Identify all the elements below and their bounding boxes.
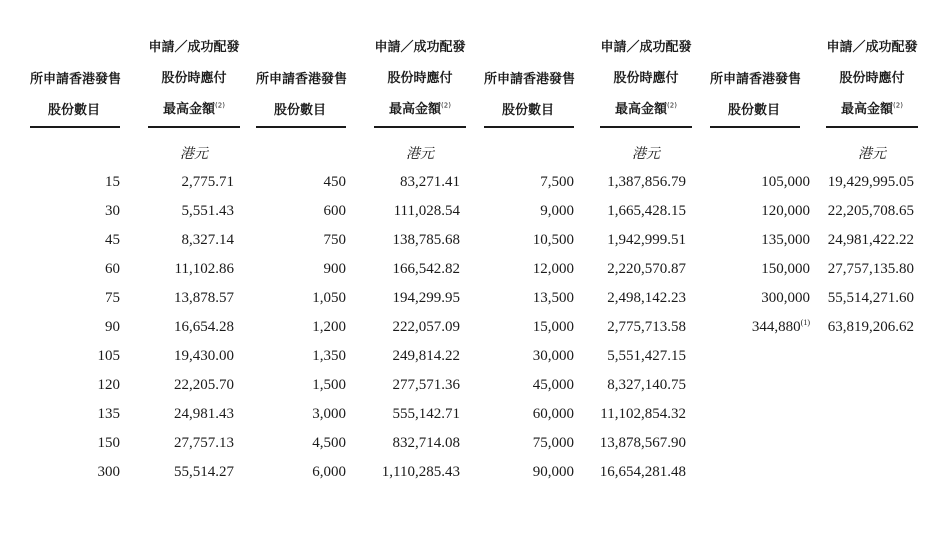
shares-header-line: 所申請香港發售	[30, 72, 122, 87]
amount-cell: 8,327,140.75	[607, 377, 686, 393]
header-rule	[256, 126, 346, 128]
shares-header	[484, 72, 576, 118]
shares-header	[710, 72, 802, 118]
shares-column	[710, 172, 810, 346]
amount-cell: 55,514.27	[174, 464, 234, 480]
shares-cell: 135,000	[761, 232, 810, 248]
header-rule	[600, 126, 692, 128]
shares-cell: 60,000	[532, 406, 574, 422]
shares-cell: 7,500	[540, 174, 574, 190]
amount-column	[580, 172, 686, 491]
amount-cell: 24,981.43	[174, 406, 234, 422]
amount-cell: 55,514,271.60	[827, 290, 914, 306]
shares-cell: 60	[105, 261, 120, 277]
amount-cell: 1,110,285.43	[381, 464, 460, 480]
amount-header	[597, 40, 695, 117]
shares-cell: 12,000	[532, 261, 574, 277]
currency-unit: 港元	[858, 146, 886, 162]
amount-header-line: 申請／成功配發	[374, 40, 466, 55]
shares-cell: 105,000	[761, 174, 810, 190]
amount-cell: 27,757.13	[174, 435, 234, 451]
shares-cell: 1,200	[312, 319, 346, 335]
shares-cell: 300	[97, 464, 120, 480]
shares-header	[30, 72, 122, 118]
shares-cell: 120,000	[761, 203, 810, 219]
shares-header	[256, 72, 348, 118]
shares-header-line: 所申請香港發售	[710, 72, 802, 87]
shares-cell: 3,000	[312, 406, 346, 422]
amount-cell: 63,819,206.62	[827, 319, 914, 335]
amount-cell: 1,942,999.51	[607, 232, 686, 248]
shares-cell: 1,050	[312, 290, 346, 306]
header-rule	[710, 126, 800, 128]
header-rule	[30, 126, 120, 128]
amount-cell: 8,327.14	[181, 232, 234, 248]
shares-cell: 900	[323, 261, 346, 277]
shares-header-line: 股份數目	[727, 103, 780, 118]
amount-cell: 194,299.95	[392, 290, 460, 306]
shares-cell: 45	[105, 232, 120, 248]
header-rule	[484, 126, 574, 128]
amount-header-line: 申請／成功配發	[600, 40, 692, 55]
shares-cell: 150	[97, 435, 120, 451]
amount-cell: 2,220,570.87	[607, 261, 686, 277]
shares-column	[30, 172, 120, 491]
amount-cell: 16,654,281.48	[599, 464, 686, 480]
amount-header	[823, 40, 921, 117]
footnote-marker: (2)	[667, 101, 677, 110]
amount-header-line: 最高金額	[389, 102, 442, 117]
shares-header-line: 所申請香港發售	[256, 72, 348, 87]
shares-cell: 450	[323, 174, 346, 190]
amount-cell: 2,775,713.58	[607, 319, 686, 335]
amount-cell: 111,028.54	[393, 203, 460, 219]
shares-cell: 30,000	[532, 348, 574, 364]
shares-cell: 90	[105, 319, 120, 335]
amount-cell: 5,551,427.15	[607, 348, 686, 364]
amount-cell: 166,542.82	[392, 261, 460, 277]
shares-value: 344,880	[751, 319, 801, 335]
shares-cell: 75,000	[532, 435, 574, 451]
amount-cell: 277,571.36	[392, 377, 460, 393]
amount-cell: 138,785.68	[392, 232, 460, 248]
shares-cell: 15,000	[532, 319, 574, 335]
shares-cell: 45,000	[532, 377, 574, 393]
amount-column	[810, 172, 914, 346]
amount-cell: 2,775.71	[181, 174, 234, 190]
shares-cell: 4,500	[312, 435, 346, 451]
amount-header-line: 股份時應付	[839, 71, 905, 86]
amount-cell: 19,429,995.05	[827, 174, 914, 190]
amount-cell: 249,814.22	[392, 348, 460, 364]
shares-cell: 1,500	[312, 377, 346, 393]
amount-header	[145, 40, 243, 117]
amount-header-line: 申請／成功配發	[826, 40, 918, 55]
shares-column	[476, 172, 574, 491]
amount-cell: 22,205.70	[174, 377, 234, 393]
amount-cell: 83,271.41	[400, 174, 460, 190]
amount-header-line: 最高金額	[163, 102, 216, 117]
amount-header-line: 股份時應付	[161, 71, 227, 86]
shares-cell: 1,350	[312, 348, 346, 364]
amount-cell: 5,551.43	[181, 203, 234, 219]
shares-cell: 300,000	[761, 290, 810, 306]
amount-column	[140, 172, 234, 491]
shares-cell: 150,000	[761, 261, 810, 277]
shares-header-line: 股份數目	[47, 103, 100, 118]
shares-cell: 135	[97, 406, 120, 422]
amount-cell: 13,878.57	[174, 290, 234, 306]
shares-cell: 750	[323, 232, 346, 248]
shares-cell: 6,000	[312, 464, 346, 480]
footnote-marker: (2)	[893, 101, 903, 110]
amount-cell: 2,498,142.23	[607, 290, 686, 306]
amount-cell: 11,102.86	[174, 261, 234, 277]
shares-cell: 120	[97, 377, 120, 393]
shares-cell	[710, 317, 810, 346]
shares-cell: 600	[323, 203, 346, 219]
amount-cell: 24,981,422.22	[827, 232, 914, 248]
amount-cell: 1,387,856.79	[607, 174, 686, 190]
footnote-marker: (1)	[800, 318, 810, 327]
shares-header-line: 股份數目	[273, 103, 326, 118]
shares-cell: 90,000	[532, 464, 574, 480]
header-rule	[826, 126, 918, 128]
amount-header-line: 最高金額	[841, 102, 894, 117]
shares-header-line: 所申請香港發售	[484, 72, 576, 87]
amount-cell: 832,714.08	[392, 435, 460, 451]
amount-cell: 1,665,428.15	[607, 203, 686, 219]
header-rule	[374, 126, 466, 128]
footnote-marker: (2)	[441, 101, 451, 110]
amount-cell: 11,102,854.32	[600, 406, 686, 422]
amount-header-line: 最高金額	[615, 102, 668, 117]
shares-cell: 15	[105, 174, 120, 190]
amount-header-line: 申請／成功配發	[148, 40, 240, 55]
shares-header-line: 股份數目	[501, 103, 554, 118]
amount-cell: 16,654.28	[174, 319, 234, 335]
amount-cell: 27,757,135.80	[827, 261, 914, 277]
amount-header	[371, 40, 469, 117]
footnote-marker: (2)	[215, 101, 225, 110]
currency-unit: 港元	[406, 146, 434, 162]
amount-header-line: 股份時應付	[387, 71, 453, 86]
currency-unit: 港元	[180, 146, 208, 162]
amount-cell: 555,142.71	[392, 406, 460, 422]
amount-cell: 19,430.00	[174, 348, 234, 364]
shares-cell: 13,500	[532, 290, 574, 306]
currency-unit: 港元	[632, 146, 660, 162]
shares-cell: 10,500	[532, 232, 574, 248]
shares-cell: 9,000	[540, 203, 574, 219]
shares-cell: 75	[105, 290, 120, 306]
amount-header-line: 股份時應付	[613, 71, 679, 86]
amount-column	[360, 172, 460, 491]
amount-cell: 13,878,567.90	[599, 435, 686, 451]
amount-cell: 22,205,708.65	[827, 203, 914, 219]
amount-cell: 222,057.09	[392, 319, 460, 335]
header-rule	[148, 126, 240, 128]
shares-column	[250, 172, 346, 491]
shares-cell: 105	[97, 348, 120, 364]
shares-cell: 30	[105, 203, 120, 219]
